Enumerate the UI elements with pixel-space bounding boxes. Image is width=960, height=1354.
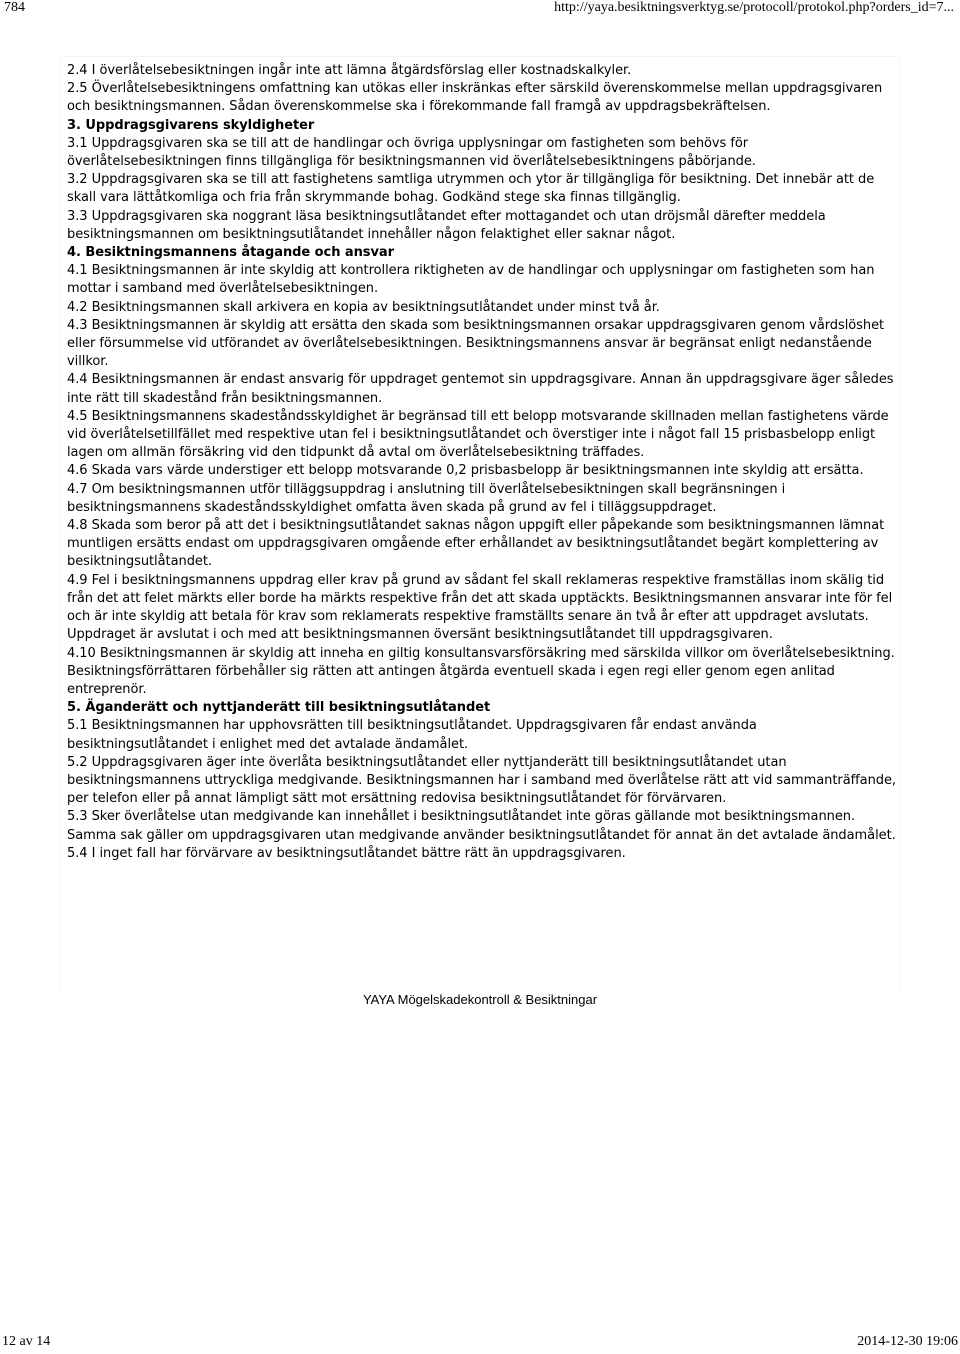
print-url: http://yaya.besiktningsverktyg.se/protocoll/protokol.php?orders_id=7... bbox=[554, 0, 954, 15]
paragraph: 4.7 Om besiktningsmannen utför tilläggsuppdrag i anslutning till överlåtelsebesiktningen skall begränsningen i besiktningsmannens skadeståndsskyldighet omfatta även skada på grund av fel i tilläggsuppdraget. bbox=[67, 481, 786, 515]
paragraph: 3.1 Uppdragsgivaren ska se till att de handlingar och övriga upplysningar om fastigheten som behövs för överlåtelsebesiktningen finns tillgängliga för besiktningsmannen vid överlåtelsebesiktningens påbörjande. bbox=[67, 135, 756, 170]
paragraph: 5.3 Sker överlåtelse utan medgivande kan innehållet i besiktningsutlåtandet inte göras gällande mot besiktningsmannen. Samma sak gäller om uppdragsgivaren utan medgivande använder besiktningsutlåtandet för annat än det avtalade ändamålet. bbox=[67, 809, 896, 843]
paragraph: 4.6 Skada vars värde understiger ett belopp motsvarande 0,2 prisbasbelopp är besiktningsmannen inte skyldig att ersätta. bbox=[67, 463, 864, 479]
paragraph: 4.2 Besiktningsmannen skall arkivera en kopia av besiktningsutlåtandet under minst två år. bbox=[67, 299, 660, 315]
paragraph: 5.4 I inget fall har förvärvare av besiktningsutlåtandet bättre rätt än uppdragsgivaren. bbox=[67, 845, 626, 861]
print-pager: 12 av 14 bbox=[2, 1334, 51, 1349]
paragraph: 4.10 Besiktningsmannen är skyldig att inneha en giltig konsultansvarsförsäkring med särskilda villkor om överlåtelsebesiktning. bbox=[67, 645, 895, 661]
print-datetime: 2014-12-30 19:06 bbox=[857, 1334, 958, 1349]
paragraph: 4.8 Skada som beror på att det i besiktningsutlåtandet saknas någon uppgift eller påpekande som besiktningsmannen lämnat muntligen ersätts endast om uppdragsgivaren omgående efter erhållandet av besiktningsutlåtandet begärt komplettering av besiktningsutlåtandet. bbox=[67, 518, 885, 570]
paragraph: 4.1 Besiktningsmannen är inte skyldig att kontrollera riktigheten av de handlingar och upplysningar om fastigheten som han mottar i samband med överlåtelsebesiktningen. bbox=[67, 263, 875, 297]
section-heading: 5. Äganderätt och nyttjanderätt till besiktningsutlåtandet bbox=[67, 700, 491, 716]
paragraph: Besiktningsförrättaren förbehåller sig rätten att antingen åtgärda eventuell skada i egen regi eller genom egen anlitad entreprenör. bbox=[67, 663, 835, 697]
document-body bbox=[67, 62, 897, 863]
paragraph: 3.3 Uppdragsgivaren ska noggrant läsa besiktningsutlåtandet efter mottagandet och utan dröjsmål därefter meddela besiktningsmannen om besiktningsutlåtandet innehåller någon felaktighet eller saknar något. bbox=[67, 208, 826, 242]
paragraph: 5.2 Uppdragsgivaren äger inte överlåta besiktningsutlåtandet eller nyttjanderätt till besiktningsutlåtandet utan besiktningsmannens uttryckliga medgivande. Besiktningsmannen har i samband med överlåtelse rätt att vid sammanträffande, per telefon eller på annat lämpligt sätt mot ersättning redovisa besiktningsutlåtandet för förvärvaren. bbox=[67, 754, 896, 807]
document-footer: YAYA Mögelskadekontroll & Besiktningar bbox=[362, 992, 598, 1007]
paragraph: 5.1 Besiktningsmannen har upphovsrätten till besiktningsutlåtandet. Uppdragsgivaren får endast använda besiktningsutlåtandet i enlighet med det avtalade ändamålet. bbox=[67, 718, 757, 752]
print-header bbox=[0, 0, 960, 20]
paragraph: 4.4 Besiktningsmannen är endast ansvarig för uppdraget gentemot sin uppdragsgivare. Annan än uppdragsgivare äger således inte rätt till skadestånd från besiktningsmannen. bbox=[67, 372, 894, 406]
paragraph: 4.9 Fel i besiktningsmannens uppdrag eller krav på grund av sådant fel skall reklameras respektive framställas inom skälig tid från det att felet märkts eller borde ha märkts respektive från det att skada upptäckts. Besiktningsmannen ansvarar inte för fel och är inte skyldig att betala för krav som reklamerats respektive framställts senare än två år efter att uppdraget avslutats. Uppdraget är avslutat i och med att besiktningsmannen översänt besiktningsutlåtandet till uppdragsgivaren. bbox=[67, 572, 893, 643]
print-footer bbox=[0, 1334, 960, 1354]
paragraph: 4.5 Besiktningsmannens skadeståndsskyldighet är begränsad till ett belopp motsvarande skillnaden mellan fastighetens värde vid överlåtelsetillfället med respektive utan fel i besiktningsutlåtandet och överstiger inte i något fall 15 prisbasbelopp enligt lagen om allmän försäkring vid den tidpunkt då avtal om överlåtelsebesiktning träffades. bbox=[67, 408, 889, 461]
section-heading: 4. Besiktningsmannens åtagande och ansvar bbox=[67, 245, 394, 261]
paragraph: 2.5 Överlåtelsebesiktningens omfattning kan utökas eller inskränkas efter särskild överenskommelse mellan uppdragsgivaren och besiktningsmannen. Sådan överenskommelse ska i förekommande fall framgå av uppdragsbekräftelsen. bbox=[67, 81, 883, 115]
paragraph: 2.4 I överlåtelsebesiktningen ingår inte att lämna åtgärdsförslag eller kostnadskalkyler. bbox=[67, 63, 632, 78]
section-heading: 3. Uppdragsgivarens skyldigheter bbox=[67, 117, 315, 133]
print-page-number: 784 bbox=[4, 0, 25, 15]
paragraph: 3.2 Uppdragsgivaren ska se till att fastighetens samtliga utrymmen och ytor är tillgängliga för besiktning. Det innebär att de skall vara lättåtkomliga och fria från skrymmande bohag. Godkänd stege ska finnas tillgänglig. bbox=[67, 172, 875, 206]
paragraph: 4.3 Besiktningsmannen är skyldig att ersätta den skada som besiktningsmannen orsakar uppdragsgivaren genom vårdslöshet eller försummelse vid utförandet av överlåtelsebesiktningen. Besiktningsmannens ansvar är begränsat enligt nedanstående villkor. bbox=[67, 317, 885, 370]
